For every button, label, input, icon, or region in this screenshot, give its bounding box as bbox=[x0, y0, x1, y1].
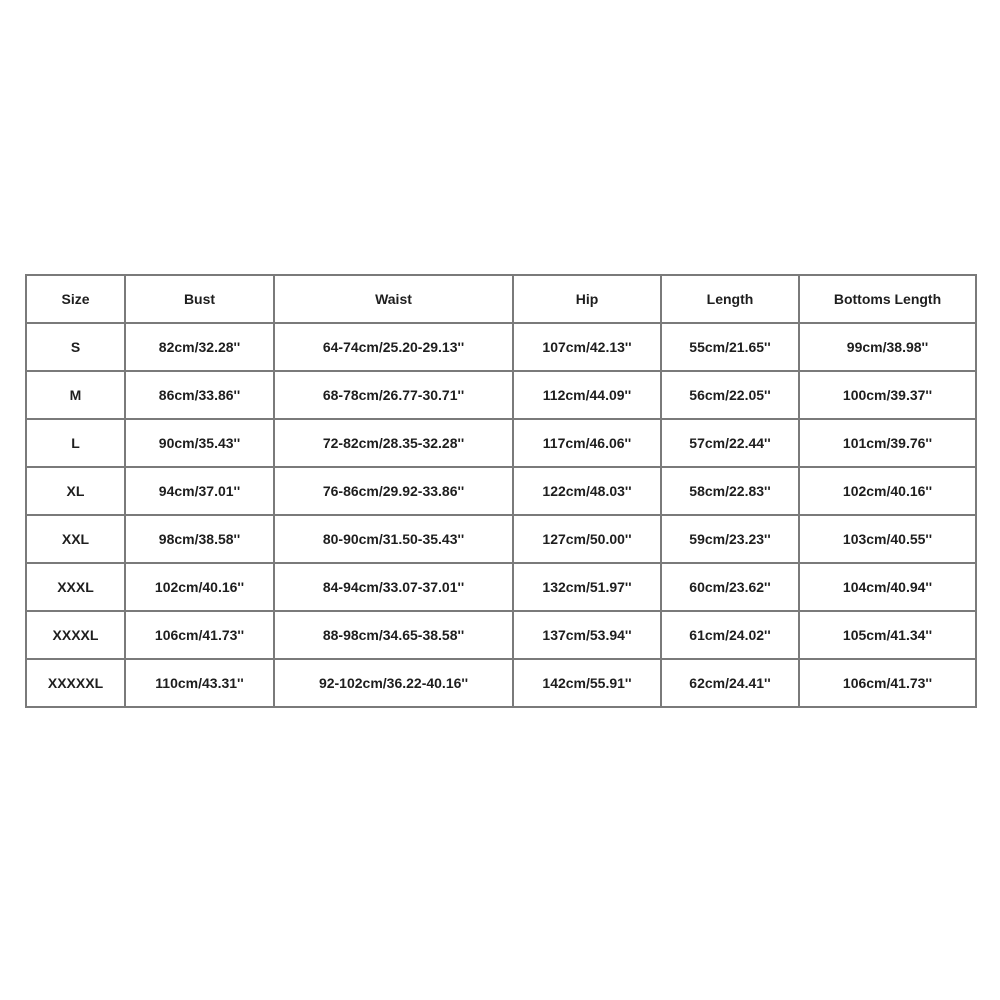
cell-hip: 132cm/51.97'' bbox=[513, 563, 661, 611]
table-row bbox=[26, 419, 976, 467]
cell-bust: 106cm/41.73'' bbox=[125, 611, 274, 659]
cell-hip: 112cm/44.09'' bbox=[513, 371, 661, 419]
cell-waist: 76-86cm/29.92-33.86'' bbox=[274, 467, 513, 515]
table-row bbox=[26, 611, 976, 659]
cell-bottoms-length: 101cm/39.76'' bbox=[799, 419, 976, 467]
cell-hip: 142cm/55.91'' bbox=[513, 659, 661, 707]
cell-waist: 64-74cm/25.20-29.13'' bbox=[274, 323, 513, 371]
cell-length: 57cm/22.44'' bbox=[661, 419, 799, 467]
cell-size: XXL bbox=[26, 515, 125, 563]
cell-length: 60cm/23.62'' bbox=[661, 563, 799, 611]
cell-size: XXXL bbox=[26, 563, 125, 611]
cell-hip: 127cm/50.00'' bbox=[513, 515, 661, 563]
header-size: Size bbox=[26, 275, 125, 323]
cell-length: 56cm/22.05'' bbox=[661, 371, 799, 419]
cell-bust: 82cm/32.28'' bbox=[125, 323, 274, 371]
cell-length: 61cm/24.02'' bbox=[661, 611, 799, 659]
header-bust: Bust bbox=[125, 275, 274, 323]
cell-size: XXXXL bbox=[26, 611, 125, 659]
cell-hip: 107cm/42.13'' bbox=[513, 323, 661, 371]
cell-length: 62cm/24.41'' bbox=[661, 659, 799, 707]
cell-bust: 102cm/40.16'' bbox=[125, 563, 274, 611]
cell-hip: 137cm/53.94'' bbox=[513, 611, 661, 659]
cell-length: 55cm/21.65'' bbox=[661, 323, 799, 371]
cell-size: XL bbox=[26, 467, 125, 515]
size-chart-table bbox=[25, 274, 977, 708]
cell-bottoms-length: 105cm/41.34'' bbox=[799, 611, 976, 659]
cell-hip: 117cm/46.06'' bbox=[513, 419, 661, 467]
cell-bust: 110cm/43.31'' bbox=[125, 659, 274, 707]
table-row bbox=[26, 659, 976, 707]
cell-bottoms-length: 103cm/40.55'' bbox=[799, 515, 976, 563]
header-hip: Hip bbox=[513, 275, 661, 323]
cell-bust: 90cm/35.43'' bbox=[125, 419, 274, 467]
header-length: Length bbox=[661, 275, 799, 323]
cell-size: L bbox=[26, 419, 125, 467]
cell-waist: 88-98cm/34.65-38.58'' bbox=[274, 611, 513, 659]
cell-bust: 94cm/37.01'' bbox=[125, 467, 274, 515]
cell-bust: 98cm/38.58'' bbox=[125, 515, 274, 563]
cell-bust: 86cm/33.86'' bbox=[125, 371, 274, 419]
cell-length: 58cm/22.83'' bbox=[661, 467, 799, 515]
table-header-row bbox=[26, 275, 976, 323]
cell-bottoms-length: 102cm/40.16'' bbox=[799, 467, 976, 515]
cell-length: 59cm/23.23'' bbox=[661, 515, 799, 563]
table-row bbox=[26, 371, 976, 419]
cell-bottoms-length: 100cm/39.37'' bbox=[799, 371, 976, 419]
cell-bottoms-length: 99cm/38.98'' bbox=[799, 323, 976, 371]
cell-waist: 68-78cm/26.77-30.71'' bbox=[274, 371, 513, 419]
table-row bbox=[26, 323, 976, 371]
header-waist: Waist bbox=[274, 275, 513, 323]
cell-waist: 80-90cm/31.50-35.43'' bbox=[274, 515, 513, 563]
table-row bbox=[26, 563, 976, 611]
cell-waist: 72-82cm/28.35-32.28'' bbox=[274, 419, 513, 467]
cell-size: XXXXXL bbox=[26, 659, 125, 707]
table-row bbox=[26, 467, 976, 515]
cell-waist: 92-102cm/36.22-40.16'' bbox=[274, 659, 513, 707]
header-bottoms-length: Bottoms Length bbox=[799, 275, 976, 323]
cell-bottoms-length: 104cm/40.94'' bbox=[799, 563, 976, 611]
cell-waist: 84-94cm/33.07-37.01'' bbox=[274, 563, 513, 611]
cell-hip: 122cm/48.03'' bbox=[513, 467, 661, 515]
cell-bottoms-length: 106cm/41.73'' bbox=[799, 659, 976, 707]
cell-size: M bbox=[26, 371, 125, 419]
cell-size: S bbox=[26, 323, 125, 371]
table-row bbox=[26, 515, 976, 563]
